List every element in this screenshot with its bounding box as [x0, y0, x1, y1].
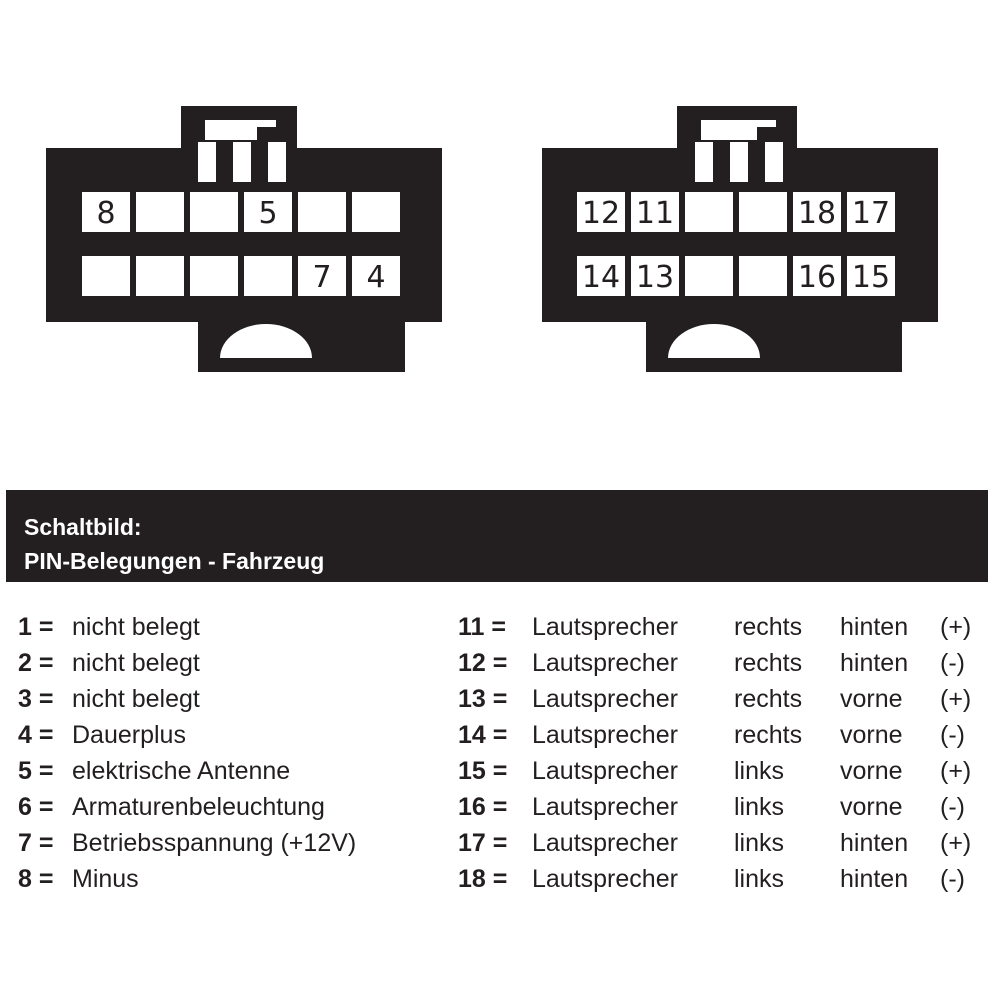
pin-cell [82, 256, 130, 296]
pin-number-label: 7 [312, 260, 332, 295]
pin-position: hinten [840, 829, 909, 857]
pin-side: rechts [734, 613, 803, 641]
pin-cell [739, 256, 787, 296]
pin-number: 6 = [18, 793, 54, 821]
pin-number: 16 = [458, 793, 508, 821]
pin-cell [352, 192, 400, 232]
pin-number-label: 8 [96, 196, 116, 231]
pin-number: 11 = [458, 613, 506, 641]
pin-row-left [18, 790, 438, 824]
pin-row-left [18, 646, 438, 680]
pin-row-right [458, 718, 988, 752]
pin-device: Lautsprecher [532, 721, 678, 749]
pin-row-right [458, 682, 988, 716]
pin-cell [136, 192, 184, 232]
pin-device: Lautsprecher [532, 829, 678, 857]
pin-description: nicht belegt [72, 685, 200, 713]
pin-number-label: 5 [258, 196, 278, 231]
pin-number-label: 4 [366, 260, 386, 295]
pin-cell [244, 256, 292, 296]
pin-number: 18 = [458, 865, 508, 893]
pin-position: hinten [840, 865, 909, 893]
pin-number: 5 = [18, 757, 54, 785]
pin-row-right [458, 790, 988, 824]
connector-diagram [0, 0, 1000, 400]
pin-description: nicht belegt [72, 613, 200, 641]
header-subtitle: PIN-Belegungen - Fahrzeug [24, 548, 325, 574]
pin-position: hinten [840, 649, 909, 677]
pin-cell [298, 192, 346, 232]
pin-number: 13 = [458, 685, 508, 713]
pin-device: Lautsprecher [532, 757, 678, 785]
pin-number-label: 11 [635, 196, 675, 231]
pin-position: vorne [840, 793, 903, 821]
pin-number: 1 = [18, 613, 54, 641]
pin-polarity: (-) [940, 649, 965, 677]
pin-number: 8 = [18, 865, 54, 893]
pin-number: 14 = [458, 721, 508, 749]
pin-row-right [458, 646, 988, 680]
pin-side: rechts [734, 685, 803, 713]
pin-position: vorne [840, 685, 903, 713]
connector-right-tab [765, 142, 783, 182]
pin-cell [190, 256, 238, 296]
header-title: Schaltbild: [24, 514, 142, 540]
pin-description: Armaturenbeleuchtung [72, 793, 325, 821]
pin-description: Dauerplus [72, 721, 186, 749]
pin-row-left [18, 862, 438, 896]
pin-row-right [458, 826, 988, 860]
pin-cell [136, 256, 184, 296]
pin-row-left [18, 826, 438, 860]
pin-device: Lautsprecher [532, 793, 678, 821]
pin-device: Lautsprecher [532, 865, 678, 893]
pin-device: Lautsprecher [532, 685, 678, 713]
pin-number-label: 17 [851, 196, 891, 231]
connector-left-tab [198, 142, 216, 182]
pin-number-label: 15 [851, 260, 891, 295]
pin-row-left [18, 682, 438, 716]
pin-side: links [734, 829, 785, 857]
pin-row-right [458, 610, 988, 644]
pin-side: links [734, 757, 785, 785]
pin-polarity: (-) [940, 721, 965, 749]
pin-number-label: 16 [797, 260, 837, 295]
pin-number-label: 12 [581, 196, 621, 231]
pin-row-left [18, 610, 438, 644]
pin-polarity: (+) [940, 757, 972, 785]
pin-cell [739, 192, 787, 232]
pin-number-label: 18 [797, 196, 837, 231]
connector-right-tab [695, 142, 713, 182]
schematic-header [6, 490, 988, 582]
pin-side: rechts [734, 721, 803, 749]
pin-description: nicht belegt [72, 649, 200, 677]
pin-side: links [734, 793, 785, 821]
pin-position: vorne [840, 757, 903, 785]
connector-left-tab [268, 142, 286, 182]
pin-number: 7 = [18, 829, 54, 857]
pin-cell [685, 192, 733, 232]
pin-number: 4 = [18, 721, 54, 749]
pin-position: hinten [840, 613, 909, 641]
connector-left-tab [233, 142, 251, 182]
connector-left [46, 106, 442, 372]
pin-position: vorne [840, 721, 903, 749]
connector-right-tab [730, 142, 748, 182]
pin-row-right [458, 754, 988, 788]
pin-polarity: (-) [940, 793, 965, 821]
pin-polarity: (+) [940, 829, 972, 857]
connector-right [542, 106, 938, 372]
pin-side: rechts [734, 649, 803, 677]
pin-number-label: 14 [581, 260, 621, 295]
pin-number: 17 = [458, 829, 508, 857]
pin-cell [685, 256, 733, 296]
pin-device: Lautsprecher [532, 613, 678, 641]
pin-row-right [458, 862, 988, 896]
pin-number: 12 = [458, 649, 508, 677]
pin-polarity: (+) [940, 613, 972, 641]
pin-description: Betriebsspannung (+12V) [72, 829, 357, 857]
pin-polarity: (+) [940, 685, 972, 713]
pin-cell [190, 192, 238, 232]
pin-polarity: (-) [940, 865, 965, 893]
pin-description: elektrische Antenne [72, 757, 291, 785]
pin-description: Minus [72, 865, 139, 893]
pin-row-left [18, 718, 438, 752]
pin-number: 2 = [18, 649, 54, 677]
pin-device: Lautsprecher [532, 649, 678, 677]
pin-row-left [18, 754, 438, 788]
pin-number: 15 = [458, 757, 508, 785]
pin-number: 3 = [18, 685, 54, 713]
pin-side: links [734, 865, 785, 893]
pin-number-label: 13 [635, 260, 675, 295]
